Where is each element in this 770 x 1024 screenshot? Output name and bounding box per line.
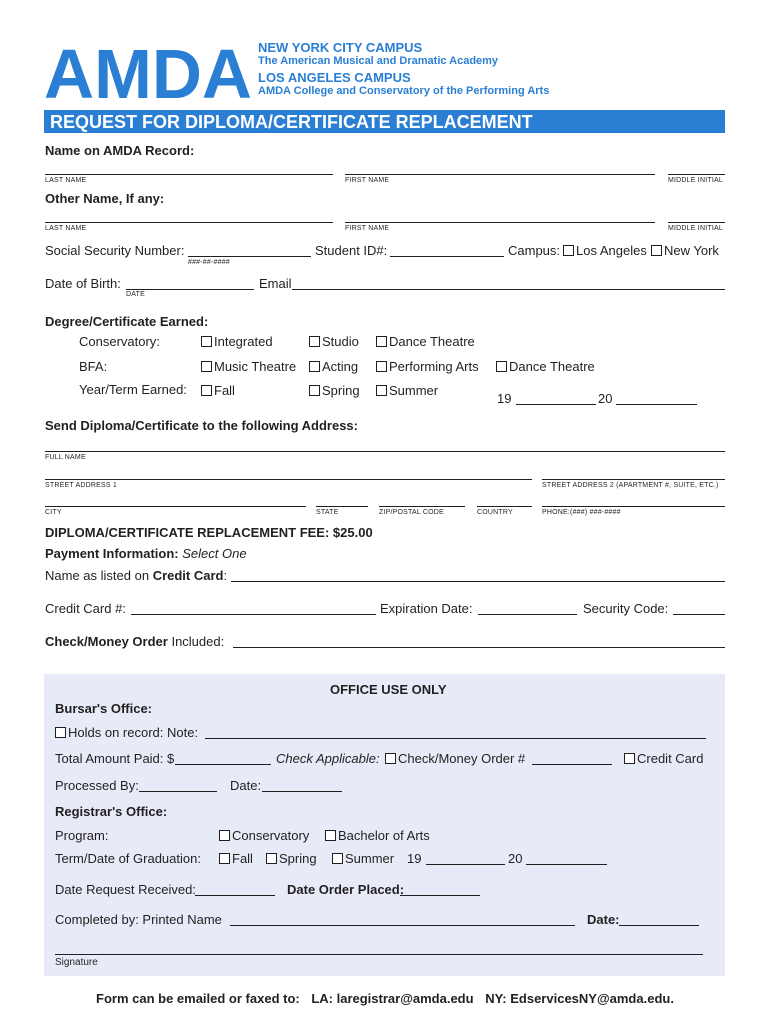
campus-label: Campus: [508,243,561,258]
security-input[interactable] [673,614,725,615]
checkbox[interactable] [325,830,336,841]
cc-name-input[interactable] [231,581,725,582]
expiration-input[interactable] [478,614,577,615]
security-label: Security Code: [583,601,669,616]
included-label: Included: [171,634,225,649]
state-caption: STATE [316,509,339,516]
amda-logo [44,40,254,102]
footer [96,991,674,1006]
year-19-input[interactable] [516,404,596,405]
grad-summer-option[interactable] [332,851,394,866]
other-first-name-caption: FIRST NAME [345,225,390,232]
checkbox[interactable] [201,385,212,396]
grad-summer-label: Summer [345,851,395,866]
year-20-input[interactable] [616,404,697,405]
campus-ny-label: New York [664,243,719,258]
date-received-label: Date Request Received: [55,882,196,897]
campus-ny-option[interactable] [651,243,719,258]
office-use-panel [44,674,725,976]
date-received-input[interactable] [195,895,275,896]
ssn-input[interactable] [188,256,311,257]
student-id-input[interactable] [390,256,504,257]
checkbox[interactable] [309,361,320,372]
performing-arts-label: Performing Arts [389,359,479,374]
acting-label: Acting [322,359,359,374]
form-title: REQUEST FOR DIPLOMA/CERTIFICATE REPLACEMENT [50,112,533,132]
checkbox[interactable] [201,361,212,372]
integrated-label: Integrated [214,334,273,349]
studio-option[interactable] [309,334,359,349]
summer-label: Summer [389,383,439,398]
payment-info-label: Payment Information: [45,546,179,561]
grad-19-label: 19 [407,851,422,866]
dob-label: Date of Birth: [45,276,121,291]
fall-option[interactable] [201,383,235,398]
campus-la-label: Los Angeles [576,243,647,258]
last-name-caption: LAST NAME [45,177,87,184]
ssn-label: Social Security Number: [45,243,185,258]
office-credit-card-option[interactable] [624,751,703,766]
music-theatre-option[interactable] [201,359,296,374]
total-paid-label: Total Amount Paid: $ [55,751,175,766]
program-label: Program: [55,828,109,843]
checkbox[interactable] [219,830,230,841]
grad-fall-label: Fall [232,851,253,866]
grad-spring-label: Spring [279,851,317,866]
campus-la-option[interactable] [563,243,647,258]
date-placed-input[interactable] [400,895,480,896]
processed-date-label: Date: [230,778,262,793]
summer-option[interactable] [376,383,438,398]
holds-option[interactable] [55,725,198,740]
ny-campus-name: The American Musical and Dramatic Academy [258,55,499,67]
grad-19-input[interactable] [426,864,505,865]
checkbox[interactable] [376,385,387,396]
year-20-label: 20 [598,391,613,406]
street1-caption: STREET ADDRESS 1 [45,482,117,489]
last-name-input[interactable] [45,174,333,175]
other-name-label: Other Name, If any: [45,191,165,206]
checkbox[interactable] [266,853,277,864]
la-campus-title: LOS ANGELES CAMPUS [258,70,411,85]
checkbox[interactable] [332,853,343,864]
check-included-input[interactable] [233,647,725,648]
check-applicable-label: Check Applicable: [276,751,380,766]
total-paid-input[interactable] [175,764,271,765]
cc-number-label: Credit Card #: [45,601,126,616]
program-bachelor-option[interactable] [325,828,430,843]
dance-theatre-option[interactable] [376,334,475,349]
music-theatre-label: Music Theatre [214,359,297,374]
checkbox[interactable] [219,853,230,864]
amda-logo-text: AMDA [44,40,252,102]
checkbox[interactable] [563,245,574,256]
office-check-option[interactable] [385,751,525,766]
completed-date-input[interactable] [619,925,699,926]
processed-date-input[interactable] [262,791,342,792]
conservatory-label: Conservatory: [79,334,160,349]
grad-spring-option[interactable] [266,851,317,866]
select-one-label: Select One [182,546,247,561]
state-input[interactable] [316,506,368,507]
integrated-option[interactable] [201,334,273,349]
other-last-name-input[interactable] [45,222,333,223]
grad-20-input[interactable] [526,864,607,865]
other-middle-initial-caption: MIDDLE INITIAL [668,225,723,232]
bursar-label: Bursar's Office: [55,701,153,716]
fall-label: Fall [214,383,235,398]
address-label: Send Diploma/Certificate to the following Address: [45,418,358,433]
program-bachelor-label: Bachelor of Arts [338,828,430,843]
ny-campus-title: NEW YORK CITY CAMPUS [258,40,423,55]
full-name-input[interactable] [45,451,725,452]
expiration-label: Expiration Date: [380,601,473,616]
name-listed-label: Name as listed on [45,568,150,583]
checkbox[interactable] [651,245,662,256]
checkbox[interactable] [376,336,387,347]
spring-option[interactable] [309,383,360,398]
grad-fall-option[interactable] [219,851,253,866]
completed-by-label: Completed by: Printed Name [55,912,222,927]
country-input[interactable] [477,506,532,507]
dance-theatre-label: Dance Theatre [389,334,475,349]
bfa-dance-theatre-label: Dance Theatre [509,359,595,374]
grad-20-label: 20 [508,851,523,866]
check-number-input[interactable] [532,764,612,765]
office-use-title: OFFICE USE ONLY [330,682,447,697]
street1-input[interactable] [45,479,532,480]
zip-caption: ZIP/POSTAL CODE [379,509,444,516]
completed-by-input[interactable] [230,925,575,926]
performing-arts-option[interactable] [376,359,479,374]
holds-label: Holds on record: Note: [68,725,199,740]
city-caption: CITY [45,509,62,516]
phone-input[interactable] [542,506,725,507]
full-name-caption: FULL NAME [45,454,86,461]
date-placed-label: Date Order Placed: [287,882,405,897]
phone-caption: PHONE:(###) ###-#### [542,509,621,516]
first-name-input[interactable] [345,174,655,175]
holds-note-input[interactable] [205,738,706,739]
dob-hint: DATE [126,291,145,298]
email-input[interactable] [292,289,725,290]
bfa-dance-theatre-option[interactable] [496,359,595,374]
name-on-record-label: Name on AMDA Record: [45,143,195,158]
degree-label: Degree/Certificate Earned: [45,314,209,329]
check-money-order-label: Check/Money Order [45,634,168,649]
street2-input[interactable] [542,479,725,480]
first-name-caption: FIRST NAME [345,177,390,184]
credit-card-label: Credit Card [152,568,224,583]
middle-initial-input[interactable] [668,174,725,175]
middle-initial-caption: MIDDLE INITIAL [668,177,723,184]
ssn-format-hint: ###-##-#### [188,259,230,266]
bfa-label: BFA: [79,359,108,374]
checkbox[interactable] [309,336,320,347]
office-credit-card-label: Credit Card [637,751,704,766]
registrar-label: Registrar's Office: [55,804,168,819]
city-input[interactable] [45,506,306,507]
signature-caption: Signature [55,957,98,968]
zip-input[interactable] [379,506,465,507]
checkbox[interactable] [496,361,507,372]
checkbox[interactable] [201,336,212,347]
checkbox[interactable] [55,727,66,738]
processed-by-input[interactable] [139,791,217,792]
checkbox[interactable] [376,361,387,372]
fee-label: DIPLOMA/CERTIFICATE REPLACEMENT FEE: $25.00 [45,525,373,540]
other-middle-initial-input[interactable] [668,222,725,223]
dob-input[interactable] [126,289,254,290]
other-first-name-input[interactable] [345,222,655,223]
street2-caption: STREET ADDRESS 2 (APARTMENT #, SUITE, ETC.) [542,482,719,489]
footer-prefix: Form can be emailed or faxed to: [96,991,300,1006]
year-19-label: 19 [497,391,512,406]
footer-ny-email[interactable]: NY: EdservicesNY@amda.edu. [485,991,674,1006]
la-campus-name: AMDA College and Conservatory of the Performing Arts [258,85,550,97]
email-label: Email [259,276,292,291]
cc-number-input[interactable] [131,614,376,615]
term-grad-label: Term/Date of Graduation: [55,851,201,866]
completed-date-label: Date: [587,912,620,927]
checkbox[interactable] [309,385,320,396]
form-title-banner [44,110,725,133]
student-id-label: Student ID#: [315,243,388,258]
country-caption: COUNTRY [477,509,513,516]
checkbox[interactable] [624,753,635,764]
office-check-label: Check/Money Order # [398,751,526,766]
spring-label: Spring [322,383,360,398]
acting-option[interactable] [309,359,358,374]
footer-la-email[interactable]: LA: laregistrar@amda.edu [311,991,474,1006]
other-last-name-caption: LAST NAME [45,225,87,232]
signature-input[interactable] [55,954,703,955]
program-conservatory-label: Conservatory [232,828,310,843]
year-term-label: Year/Term Earned: [79,382,187,397]
processed-by-label: Processed By: [55,778,139,793]
program-conservatory-option[interactable] [219,828,309,843]
checkbox[interactable] [385,753,396,764]
studio-label: Studio [322,334,359,349]
